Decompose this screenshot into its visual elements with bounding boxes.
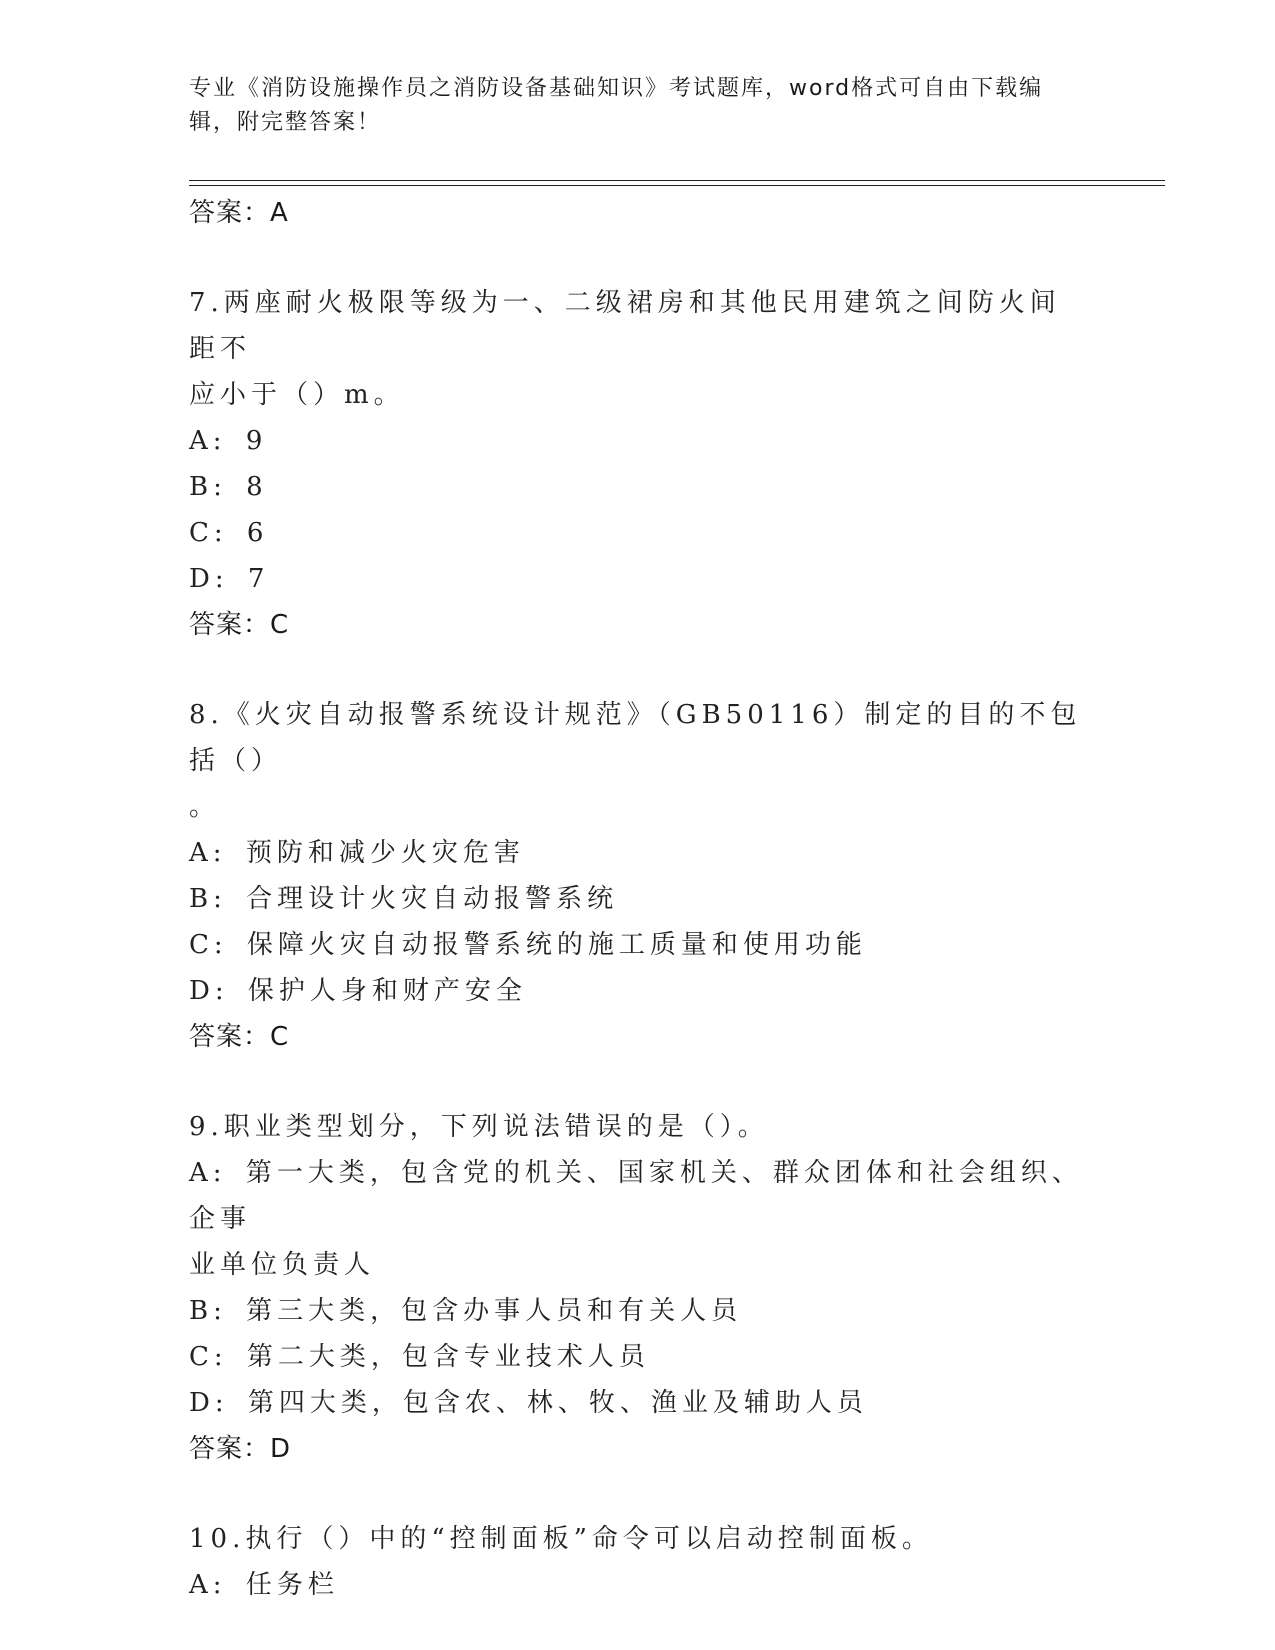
question-7-answer: 答案：C — [189, 610, 290, 640]
question-8 — [189, 692, 1089, 1060]
question-7-option-a: A: 9 — [189, 426, 268, 456]
question-8-option-a: A: 预防和减少火灾危害 — [189, 838, 525, 868]
question-10 — [189, 1516, 1089, 1608]
header-line-1: 专业《消防设施操作员之消防设备基础知识》考试题库，word格式可自由下载编 — [189, 76, 1044, 101]
header-rule-bottom — [189, 185, 1165, 186]
question-9-answer: 答案：D — [189, 1434, 292, 1464]
question-8-answer: 答案：C — [189, 1022, 290, 1052]
question-8-option-b: B: 合理设计火灾自动报警系统 — [189, 884, 619, 914]
question-9-option-b: B: 第三大类，包含办事人员和有关人员 — [189, 1296, 743, 1326]
question-7-option-b: B: 8 — [189, 472, 268, 502]
question-9-option-c: C: 第二大类，包含专业技术人员 — [189, 1342, 650, 1372]
question-8-stem-line-2: 。 — [189, 792, 221, 822]
question-7 — [189, 280, 1089, 648]
question-8-stem-line-1: 8.《火灾自动报警系统设计规范》（GB50116）制定的目的不包括（） — [189, 700, 1082, 776]
question-9 — [189, 1104, 1089, 1472]
document-header — [189, 72, 1079, 140]
question-9-option-a-continued: 业单位负责人 — [189, 1250, 376, 1280]
previous-answer: 答案：A — [189, 198, 289, 228]
question-7-option-c: C: 6 — [189, 518, 269, 548]
header-rule-top — [189, 180, 1165, 181]
question-9-stem-line-1: 9.职业类型划分，下列说法错误的是（）。 — [189, 1112, 769, 1142]
question-8-option-d: D: 保护人身和财产安全 — [189, 976, 527, 1006]
question-list — [189, 190, 1089, 1608]
question-7-option-d: D: 7 — [189, 564, 270, 594]
question-7-stem-line-2: 应小于（）m。 — [189, 380, 405, 410]
question-10-stem-line-1: 10.执行（）中的“控制面板”命令可以启动控制面板。 — [189, 1524, 933, 1554]
question-7-stem-line-1: 7.两座耐火极限等级为一、二级裙房和其他民用建筑之间防火间距不 — [189, 288, 1061, 364]
question-8-option-c: C: 保障火灾自动报警系统的施工质量和使用功能 — [189, 930, 867, 960]
question-10-option-a: A: 任务栏 — [189, 1570, 339, 1600]
question-9-option-a: A: 第一大类，包含党的机关、国家机关、群众团体和社会组织、企事 — [189, 1158, 1083, 1234]
question-9-option-d: D: 第四大类，包含农、林、牧、渔业及辅助人员 — [189, 1388, 868, 1418]
header-line-2: 辑，附完整答案！ — [189, 110, 382, 135]
